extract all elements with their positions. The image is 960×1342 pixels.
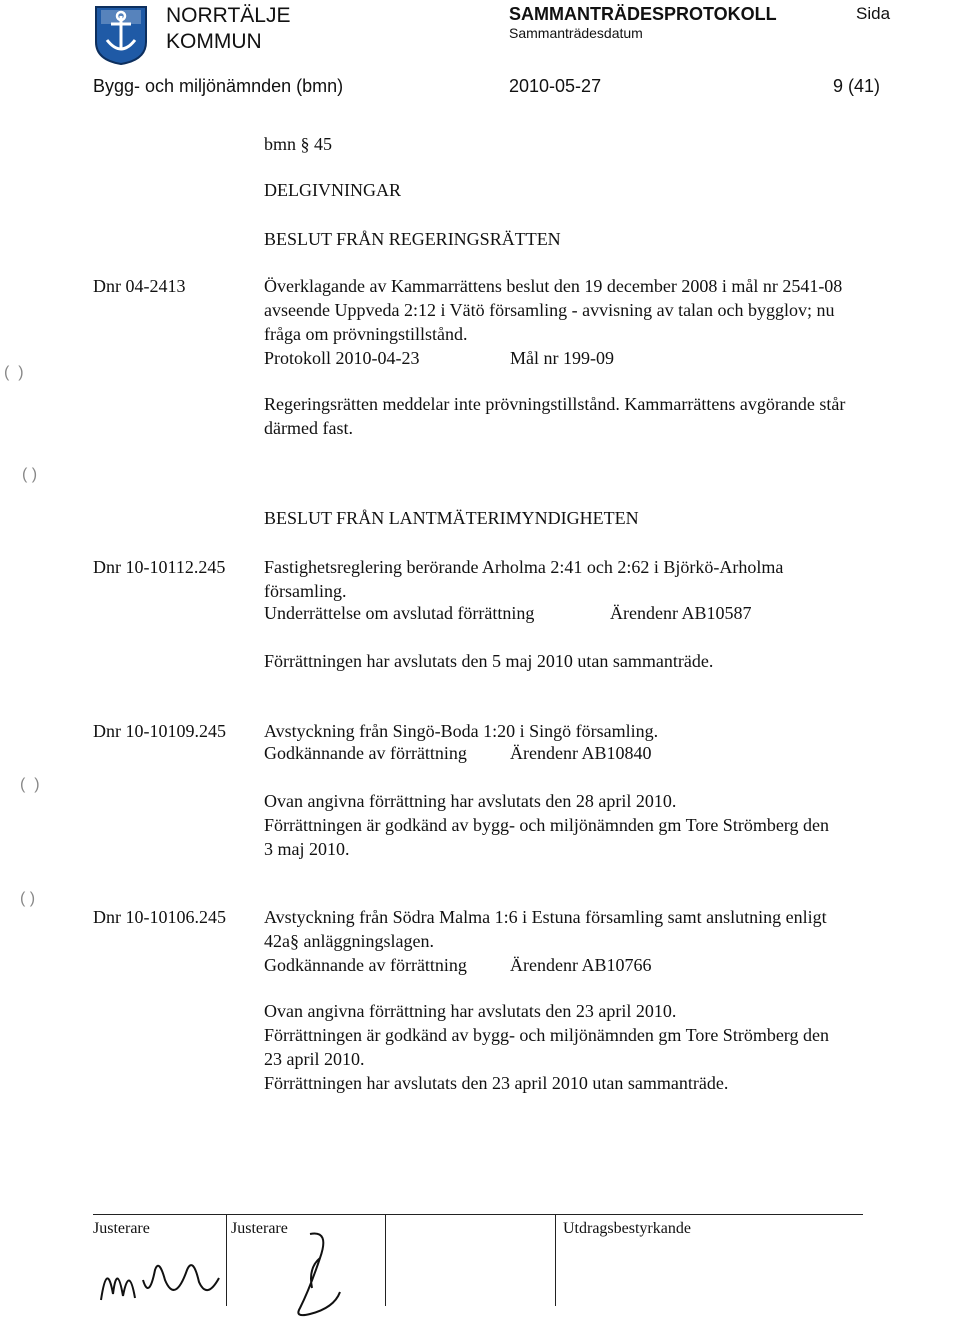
document-type: SAMMANTRÄDESPROTOKOLL <box>509 4 777 24</box>
text-line: Godkännande av förrättning <box>264 955 467 975</box>
signature-initials-icon <box>95 1240 225 1320</box>
text-line: Avstyckning från Södra Malma 1:6 i Estuna församling samt anslutning enligt <box>264 907 827 927</box>
page-title: DELGIVNINGAR <box>264 180 401 200</box>
signer-label: Justerare <box>93 1220 150 1237</box>
document-subtitle: Sammanträdesdatum <box>509 25 643 41</box>
margin-mark-icon: ( ) <box>20 776 40 793</box>
text-line: Fastighetsreglering berörande Arholma 2:41 och 2:62 i Björkö-Arholma <box>264 557 784 577</box>
margin-mark-icon: ( ) <box>22 466 38 483</box>
text-line: Förrättningen har avslutats den 5 maj 2010 utan sammanträde. <box>264 651 714 671</box>
footer-divider <box>555 1214 556 1306</box>
text-line: 3 maj 2010. <box>264 839 350 859</box>
municipality-crest-icon <box>93 4 149 66</box>
section-heading: BESLUT FRÅN REGERINGSRÄTTEN <box>264 229 561 249</box>
signer-label: Justerare <box>231 1220 288 1237</box>
protocol-date: Protokoll 2010-04-23 <box>264 348 420 368</box>
case-ref: Ärendenr AB10840 <box>510 743 652 763</box>
paragraph-ref: bmn § 45 <box>264 134 333 154</box>
text-line: Ovan angivna förrättning har avslutats den 28 april 2010. <box>264 791 677 811</box>
text-line: 23 april 2010. <box>264 1049 365 1069</box>
text-line: församling. <box>264 581 347 601</box>
case-number: Dnr 10-10109.245 <box>93 721 226 741</box>
text-line: Förrättningen har avslutats den 23 april 2010 utan sammanträde. <box>264 1073 729 1093</box>
text-line: fråga om prövningstillstånd. <box>264 324 468 344</box>
footer-rule <box>93 1214 863 1215</box>
text-line: Underrättelse om avslutad förrättning <box>264 603 535 623</box>
case-number: Dnr 10-10106.245 <box>93 907 226 927</box>
certifier-label: Utdragsbestyrkande <box>563 1220 691 1237</box>
text-line: 42a§ anläggningslagen. <box>264 931 434 951</box>
signature-initials-icon <box>290 1228 350 1320</box>
committee-name: Bygg- och miljönämnden (bmn) <box>93 76 344 96</box>
case-ref: Ärendenr AB10766 <box>510 955 652 975</box>
case-ref: Ärendenr AB10587 <box>610 603 752 623</box>
text-line: Förrättningen är godkänd av bygg- och miljönämnden gm Tore Strömberg den <box>264 815 829 835</box>
margin-mark-icon: ( ) <box>4 364 24 381</box>
case-number: Dnr 10-10112.245 <box>93 557 226 577</box>
meeting-date: 2010-05-27 <box>509 76 602 96</box>
section-heading: BESLUT FRÅN LANTMÄTERIMYNDIGHETEN <box>264 508 639 528</box>
text-line: Överklagande av Kammarrättens beslut den 19 december 2008 i mål nr 2541-08 <box>264 276 843 296</box>
page-label: Sida <box>856 4 891 23</box>
text-line: Regeringsrätten meddelar inte prövningstillstånd. Kammarrättens avgörande står <box>264 394 846 414</box>
footer-divider <box>385 1214 386 1306</box>
case-number: Dnr 04-2413 <box>93 276 186 296</box>
text-line: därmed fast. <box>264 418 353 438</box>
org-name-line2: KOMMUN <box>166 30 262 53</box>
text-line: Förrättningen är godkänd av bygg- och miljönämnden gm Tore Strömberg den <box>264 1025 829 1045</box>
page-number: 9 (41) <box>833 76 881 96</box>
case-ref: Mål nr 199-09 <box>510 348 614 368</box>
text-line: Godkännande av förrättning <box>264 743 467 763</box>
text-line: Ovan angivna förrättning har avslutats den 23 april 2010. <box>264 1001 677 1021</box>
footer-divider <box>226 1214 227 1306</box>
text-line: avseende Uppveda 2:12 i Vätö församling - avvisning av talan och bygglov; nu <box>264 300 835 320</box>
text-line: Avstyckning från Singö-Boda 1:20 i Singö församling. <box>264 721 659 741</box>
margin-mark-icon: ( ) <box>20 890 36 907</box>
org-name-line1: NORRTÄLJE <box>166 4 291 27</box>
